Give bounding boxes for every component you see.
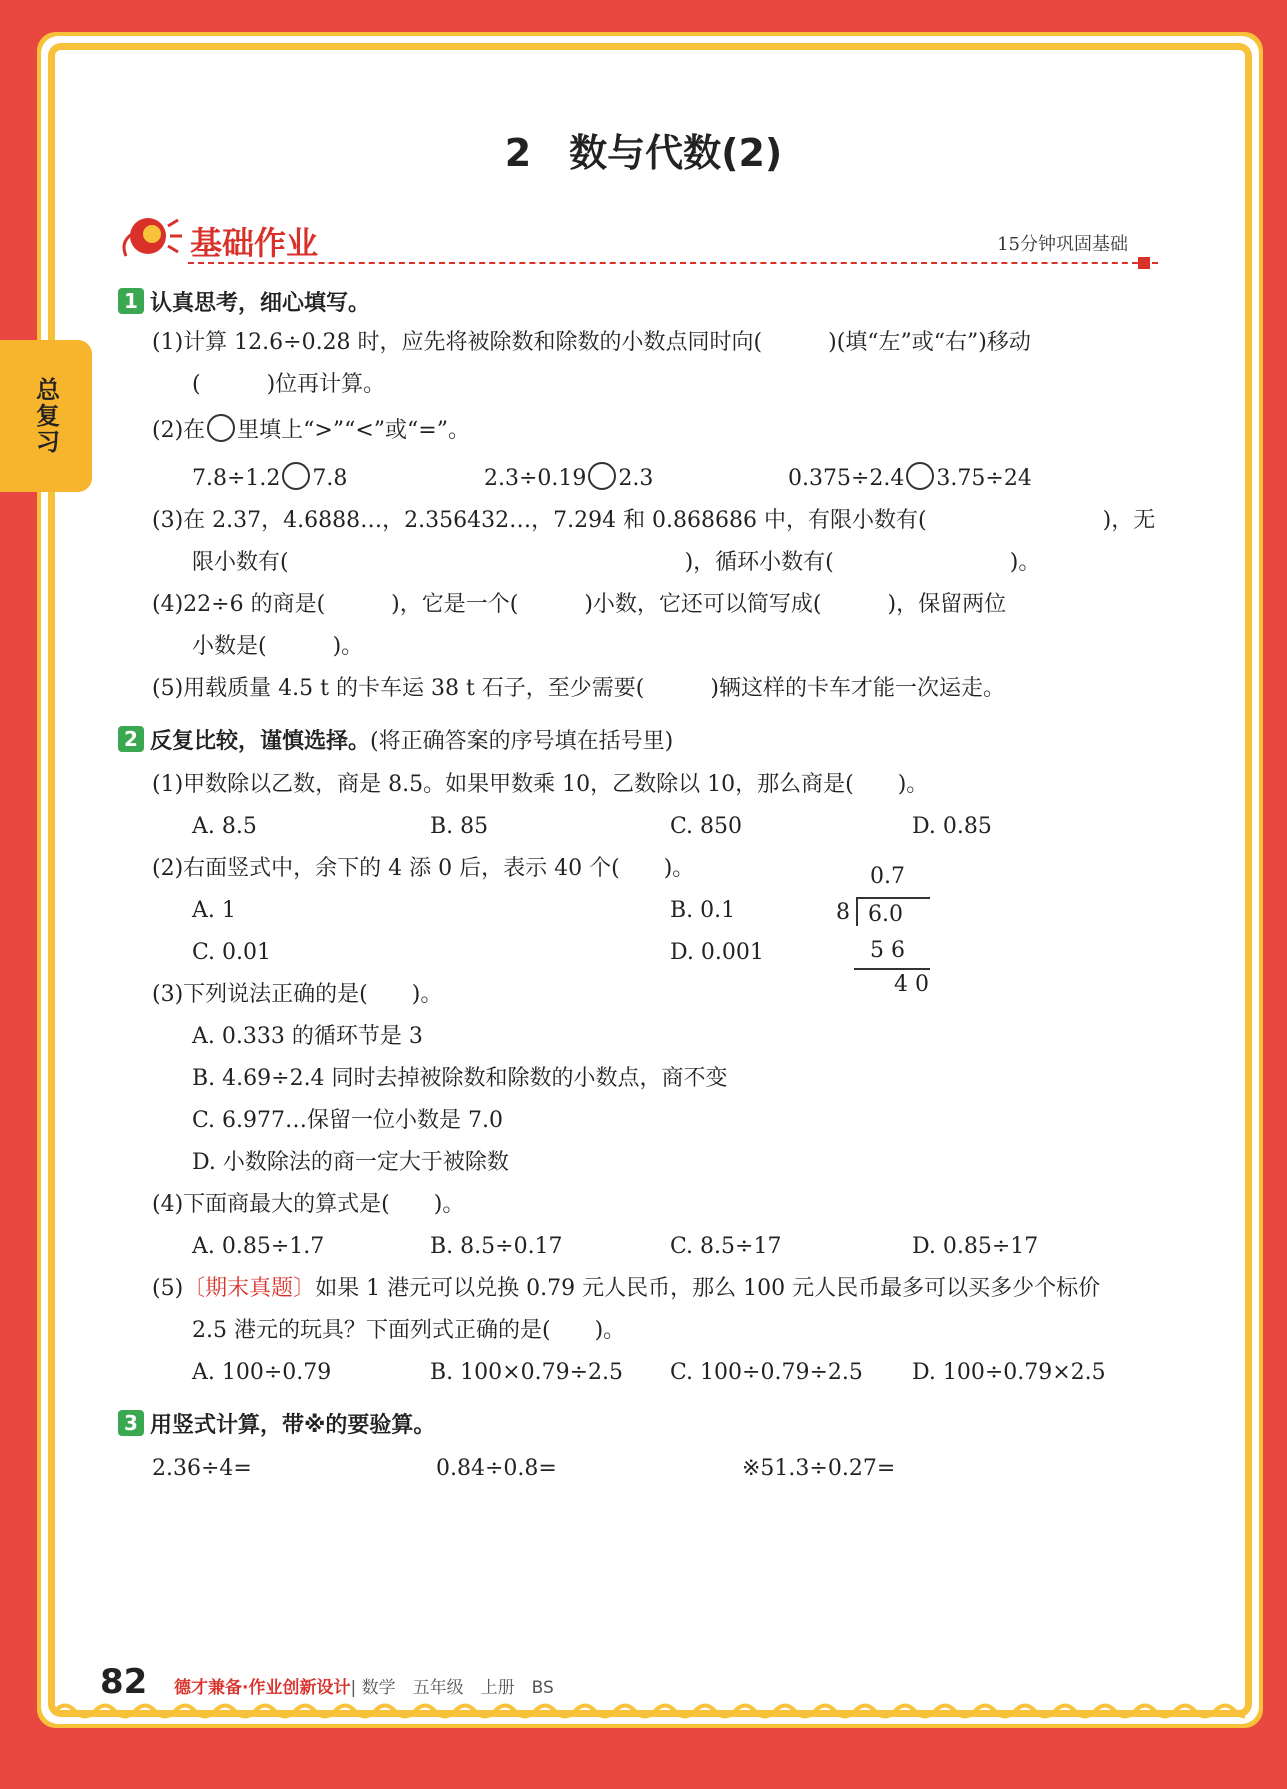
q1-item2 xyxy=(152,414,470,446)
compare-2 xyxy=(484,462,653,494)
q2-item1: (1)甲数除以乙数，商是 8.5。如果甲数乘 10，乙数除以 10，那么商是( )。 xyxy=(152,772,929,797)
q1-item2-post: 里填上“>”“<”或“=”。 xyxy=(237,418,470,443)
section-note: 15分钟巩固基础 xyxy=(997,234,1128,255)
q1-number: 1 xyxy=(118,288,144,314)
q2-item4-opt-d[interactable]: D. 0.85÷17 xyxy=(912,1234,1039,1259)
footer-text xyxy=(174,1673,554,1698)
q2-item3-opt-a[interactable]: A. 0.333 的循环节是 3 xyxy=(192,1024,423,1049)
q3-calc-3: ※51.3÷0.27= xyxy=(742,1456,896,1481)
section-label: 基础作业 xyxy=(190,224,319,262)
q2-title: 反复比较，谨慎选择。 xyxy=(150,729,371,754)
section-header xyxy=(118,212,1158,272)
q2-item5-num: (5) xyxy=(152,1276,184,1301)
q2-item3-opt-c[interactable]: C. 6.977…保留一位小数是 7.0 xyxy=(192,1108,503,1133)
q2-item2: (2)右面竖式中，余下的 4 添 0 后，表示 40 个( )。 xyxy=(152,856,695,881)
q3-heading xyxy=(118,1410,435,1441)
footer-subject: | 数学 五年级 上册 BS xyxy=(350,1678,554,1698)
q2-item3: (3)下列说法正确的是( )。 xyxy=(152,982,443,1007)
q2-item2-opt-a[interactable]: A. 1 xyxy=(192,898,236,923)
q1-heading xyxy=(118,288,370,319)
compare-1-circle[interactable] xyxy=(282,462,310,490)
compare-1-left: 7.8÷1.2 xyxy=(192,466,281,491)
compare-3-right: 3.75÷24 xyxy=(936,466,1032,491)
q2-item2-opt-d[interactable]: D. 0.001 xyxy=(670,940,764,965)
division-quotient: 0.7 xyxy=(870,864,905,889)
blank-circle xyxy=(207,414,235,442)
q2-item5-text: 如果 1 港元可以兑换 0.79 元人民币，那么 100 元人民币最多可以买多少个标价 xyxy=(315,1276,1101,1301)
section-divider xyxy=(188,262,1158,264)
page-title: 2 数与代数(2) xyxy=(504,131,783,175)
q2-item5-opt-d[interactable]: D. 100÷0.79×2.5 xyxy=(912,1360,1106,1385)
q2-item3-opt-b[interactable]: B. 4.69÷2.4 同时去掉被除数和除数的小数点，商不变 xyxy=(192,1066,728,1091)
q2-item4-opt-b[interactable]: B. 8.5÷0.17 xyxy=(430,1234,563,1259)
compare-1 xyxy=(192,462,347,494)
division-divisor: 8 xyxy=(836,900,850,925)
q1-item3-line2: 限小数有( )，循环小数有( )。 xyxy=(192,550,1041,575)
q2-item5-opt-b[interactable]: B. 100×0.79÷2.5 xyxy=(430,1360,623,1385)
q2-item1-opt-b[interactable]: B. 85 xyxy=(430,814,489,839)
q2-item4: (4)下面商最大的算式是( )。 xyxy=(152,1192,465,1217)
compare-2-left: 2.3÷0.19 xyxy=(484,466,587,491)
q1-item1-line2: ( )位再计算。 xyxy=(192,372,386,397)
division-dividend: 6.0 xyxy=(868,902,903,927)
division-remainder: 4 0 xyxy=(894,972,929,997)
q2-item5-opt-a[interactable]: A. 100÷0.79 xyxy=(192,1360,332,1385)
compare-2-circle[interactable] xyxy=(588,462,616,490)
q3-title: 用竖式计算，带※的要验算。 xyxy=(150,1413,436,1438)
q2-item1-opt-a[interactable]: A. 8.5 xyxy=(192,814,257,839)
q1-item5: (5)用载质量 4.5 t 的卡车运 38 t 石子，至少需要( )辆这样的卡车才能一次运走。 xyxy=(152,676,1005,701)
q2-item3-opt-d[interactable]: D. 小数除法的商一定大于被除数 xyxy=(192,1150,509,1175)
footer-brand: 德才兼备·作业创新设计 xyxy=(174,1678,351,1698)
q1-item3-line1: (3)在 2.37，4.6888…，2.356432…，7.294 和 0.868686 中，有限小数有( )，无 xyxy=(152,508,1156,533)
q2-item2-opt-c[interactable]: C. 0.01 xyxy=(192,940,272,965)
division-product: 5 6 xyxy=(870,938,905,963)
lightbulb-icon xyxy=(118,212,186,268)
exam-tag: 〔期末真题〕 xyxy=(183,1276,316,1301)
q2-item5-line2: 2.5 港元的玩具？下面列式正确的是( )。 xyxy=(192,1318,626,1343)
q1-item2-pre: (2)在 xyxy=(152,418,206,443)
q3-calc-2: 0.84÷0.8= xyxy=(436,1456,557,1481)
side-tab[interactable]: 总复习 xyxy=(0,340,92,492)
q1-item1-line1: (1)计算 12.6÷0.28 时，应先将被除数和除数的小数点同时向( )(填“左”或“右”)移动 xyxy=(152,330,1031,355)
compare-2-right: 2.3 xyxy=(618,466,654,491)
q2-heading xyxy=(118,726,673,757)
wavy-border-bottom xyxy=(55,1700,1245,1722)
q2-item4-opt-a[interactable]: A. 0.85÷1.7 xyxy=(192,1234,325,1259)
q1-title: 认真思考，细心填写。 xyxy=(150,291,371,316)
compare-3 xyxy=(788,462,1032,494)
page-number: 82 xyxy=(100,1662,148,1702)
compare-3-circle[interactable] xyxy=(906,462,934,490)
q2-number: 2 xyxy=(118,726,144,752)
q3-number: 3 xyxy=(118,1410,144,1436)
long-division xyxy=(836,860,946,1000)
q2-item5-line1 xyxy=(152,1274,1100,1304)
division-overline xyxy=(856,897,930,899)
q3-calc-1: 2.36÷4= xyxy=(152,1456,252,1481)
q2-item2-opt-b[interactable]: B. 0.1 xyxy=(670,898,736,923)
q2-item5-opt-c[interactable]: C. 100÷0.79÷2.5 xyxy=(670,1360,863,1385)
q2-note: (将正确答案的序号填在括号里) xyxy=(370,729,674,754)
division-bracket xyxy=(856,898,858,926)
q2-item1-opt-c[interactable]: C. 850 xyxy=(670,814,743,839)
compare-1-right: 7.8 xyxy=(312,466,348,491)
q1-item4-line2: 小数是( )。 xyxy=(192,634,364,659)
q1-item4-line1: (4)22÷6 的商是( )，它是一个( )小数，它还可以简写成( )，保留两位 xyxy=(152,592,1007,617)
section-divider-end xyxy=(1138,257,1150,269)
q2-item4-opt-c[interactable]: C. 8.5÷17 xyxy=(670,1234,782,1259)
compare-3-left: 0.375÷2.4 xyxy=(788,466,905,491)
q2-item1-opt-d[interactable]: D. 0.85 xyxy=(912,814,992,839)
